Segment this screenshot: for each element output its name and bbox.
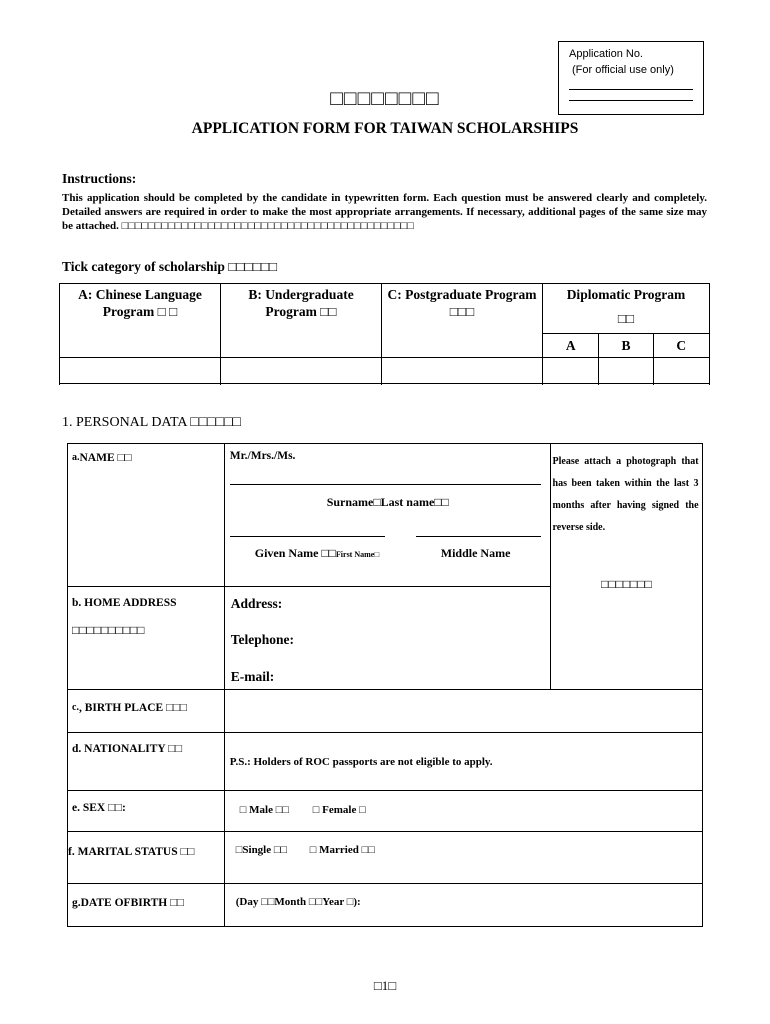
instructions-body: This application should be completed by the candidate in typewritten form. Each question must be answered clearly and completely. Detailed answers are required in order to make the most appropriate arrangements. If necessary, additional pages of the same size may be attached. □□□□□□□□□□□□□□□□□□□□□□□□□□□□□□□□□□□□□□□□□□□□ xyxy=(62,192,707,232)
home-address-label-cell: b. HOME ADDRESS □□□□□□□□□□ xyxy=(68,587,225,690)
category-b-header: B: Undergraduate Program □□ xyxy=(221,284,382,358)
marital-status-label-cell: f. MARITAL STATUS □□ xyxy=(68,832,225,884)
middle-name-line xyxy=(416,536,541,537)
date-of-birth-label-cell: g.DATE OFBIRTH □□ xyxy=(68,884,225,927)
female-checkbox[interactable]: □ Female □ xyxy=(312,804,366,816)
name-field-cell[interactable] xyxy=(224,444,550,587)
email-label: E-mail: xyxy=(230,669,275,684)
surname-caption: Surname□Last name□□ xyxy=(326,495,449,509)
telephone-label: Telephone: xyxy=(230,632,295,647)
category-c-tick-cell[interactable] xyxy=(382,358,543,384)
photo-instructions: Please attach a photograph that has been taken within the last 3 months after having signed the reverse side. xyxy=(552,456,699,533)
diplomatic-sub-b: B xyxy=(599,334,653,358)
diplomatic-c-tick-cell[interactable] xyxy=(653,358,709,384)
title-chinese: □□□□□□□□ xyxy=(330,86,440,110)
married-checkbox[interactable]: □ Married □□ xyxy=(309,844,375,856)
sex-field xyxy=(224,791,702,832)
scholarship-category-table xyxy=(59,283,710,384)
date-of-birth-format: (Day □□Month □□Year □): xyxy=(235,896,361,908)
home-address-field-cell[interactable] xyxy=(224,587,550,690)
application-number-label: Application No. xyxy=(569,48,643,60)
photo-chinese: □□□□□□□ xyxy=(601,577,652,591)
date-of-birth-field[interactable] xyxy=(224,884,702,927)
birth-place-field[interactable] xyxy=(224,690,702,733)
middle-name-caption: Middle Name xyxy=(440,546,511,560)
nationality-label-cell: d. NATIONALITY □□ xyxy=(68,733,225,791)
title-options: Mr./Mrs./Ms. xyxy=(229,450,296,462)
photograph-cell[interactable] xyxy=(550,444,702,690)
personal-data-heading: 1. PERSONAL DATA □□□□□□ xyxy=(62,415,241,430)
diplomatic-a-tick-cell[interactable] xyxy=(543,358,599,384)
title-english: APPLICATION FORM FOR TAIWAN SCHOLARSHIPS xyxy=(191,120,579,137)
male-checkbox[interactable]: □ Male □□ xyxy=(239,804,290,816)
category-b-tick-cell[interactable] xyxy=(221,358,382,384)
scholarship-category-label: Tick category of scholarship □□□□□□ xyxy=(62,259,278,274)
sex-label-cell: e. SEX □□: xyxy=(68,791,225,832)
marital-status-field xyxy=(224,832,702,884)
personal-data-table xyxy=(67,443,703,927)
home-address-chinese: □□□□□□□□□□ xyxy=(72,623,145,637)
diplomatic-sub-c: C xyxy=(653,334,709,358)
category-a-tick-cell[interactable] xyxy=(60,358,221,384)
address-label: Address: xyxy=(230,596,283,611)
single-checkbox[interactable]: □Single □□ xyxy=(235,844,288,856)
given-name-line xyxy=(230,536,385,537)
nationality-field[interactable] xyxy=(224,733,702,791)
birth-place-label-cell: c., BIRTH PLACE □□□ xyxy=(68,690,225,733)
page-number: □1□ xyxy=(373,978,397,993)
category-c-header: C: Postgraduate Program □□□ xyxy=(382,284,543,358)
diplomatic-program-header: Diplomatic Program □□ xyxy=(543,284,710,334)
diplomatic-sub-a: A xyxy=(543,334,599,358)
surname-line xyxy=(230,484,541,485)
given-name-caption: Given Name □□First Name□ xyxy=(254,546,380,560)
name-label-cell: a.NAME □□ xyxy=(68,444,225,587)
official-use-note: (For official use only) xyxy=(572,64,674,76)
category-a-header: A: Chinese Language Program □ □ xyxy=(60,284,221,358)
diplomatic-b-tick-cell[interactable] xyxy=(599,358,653,384)
instructions-heading: Instructions: xyxy=(62,171,137,186)
nationality-note: P.S.: Holders of ROC passports are not eligible to apply. xyxy=(229,756,493,768)
